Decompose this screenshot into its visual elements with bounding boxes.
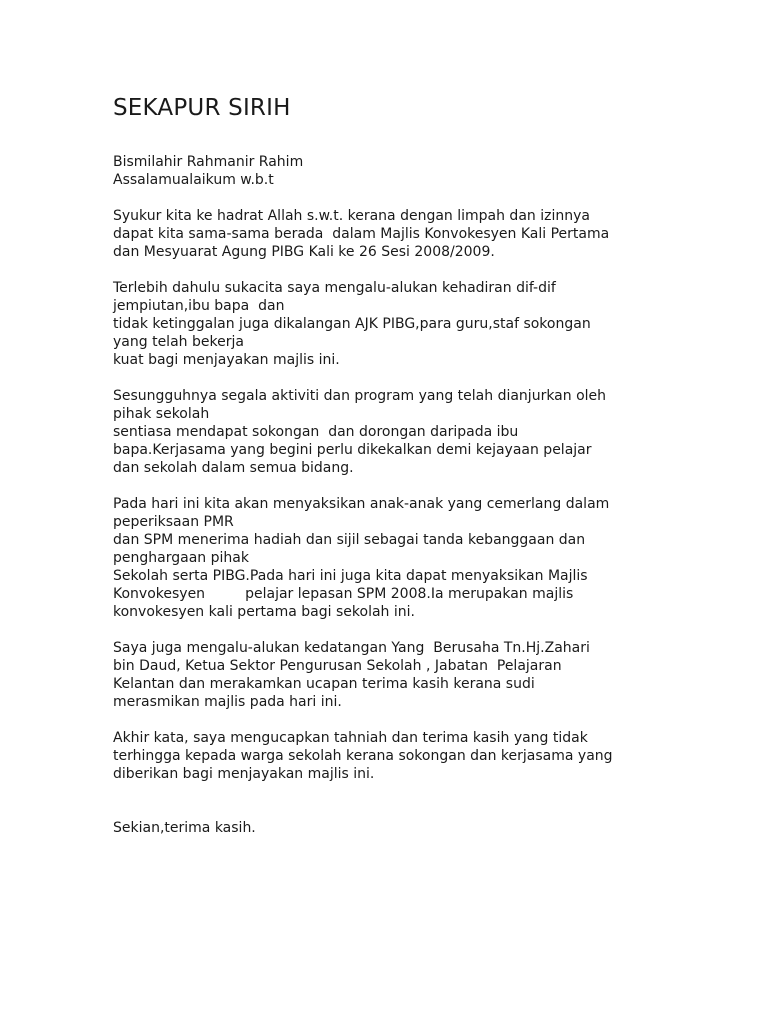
text-line: Pada hari ini kita akan menyaksikan anak-anak yang cemerlang dalam xyxy=(113,496,610,512)
text-line: Kelantan dan merakamkan ucapan terima kasih kerana sudi xyxy=(113,676,535,692)
text-line: Bismilahir Rahmanir Rahim xyxy=(113,154,304,170)
text-line: diberikan bagi menjayakan majlis ini. xyxy=(113,766,375,782)
text-line: Sekolah serta PIBG.Pada hari ini juga kita dapat menyaksikan Majlis xyxy=(113,568,588,584)
text-line: Saya juga mengalu-alukan kedatangan Yang Berusaha Tn.Hj.Zahari xyxy=(113,640,590,656)
text-line: jempiutan,ibu bapa dan xyxy=(113,298,285,314)
text-line: Sekian,terima kasih. xyxy=(113,820,256,836)
text-line: pihak sekolah xyxy=(113,406,210,422)
paragraph-awards xyxy=(113,495,658,621)
paragraph-activities xyxy=(113,387,658,477)
paragraph-guest xyxy=(113,639,658,711)
page-title: SEKAPUR SIRIH xyxy=(113,95,291,121)
text-line: dan sekolah dalam semua bidang. xyxy=(113,460,354,476)
text-line: peperiksaan PMR xyxy=(113,514,234,530)
text-line: Konvokesyen pelajar lepasan SPM 2008.Ia merupakan majlis xyxy=(113,586,574,602)
text-line: Syukur kita ke hadrat Allah s.w.t. kerana dengan limpah dan izinnya xyxy=(113,208,590,224)
paragraph-gratitude xyxy=(113,207,658,261)
document-page xyxy=(113,94,658,855)
text-line: terhingga kepada warga sekolah kerana sokongan dan kerjasama yang xyxy=(113,748,613,764)
text-line: tidak ketinggalan juga dikalangan AJK PIBG,para guru,staf sokongan xyxy=(113,316,591,332)
text-line: Terlebih dahulu sukacita saya mengalu-alukan kehadiran dif-dif xyxy=(113,280,556,296)
paragraph-welcome xyxy=(113,279,658,369)
text-line: konvokesyen kali pertama bagi sekolah ini. xyxy=(113,604,415,620)
text-line: yang telah bekerja xyxy=(113,334,244,350)
text-line: kuat bagi menjayakan majlis ini. xyxy=(113,352,340,368)
text-line: Assalamualaikum w.b.t xyxy=(113,172,274,188)
text-line: bapa.Kerjasama yang begini perlu dikekalkan demi kejayaan pelajar xyxy=(113,442,592,458)
paragraph-greeting xyxy=(113,153,658,189)
text-line: penghargaan pihak xyxy=(113,550,249,566)
text-line: merasmikan majlis pada hari ini. xyxy=(113,694,342,710)
text-line: bin Daud, Ketua Sektor Pengurusan Sekolah , Jabatan Pelajaran xyxy=(113,658,562,674)
text-line: sentiasa mendapat sokongan dan dorongan daripada ibu xyxy=(113,424,519,440)
text-line: dan SPM menerima hadiah dan sijil sebagai tanda kebanggaan dan xyxy=(113,532,586,548)
paragraph-final xyxy=(113,729,658,783)
text-line: dapat kita sama-sama berada dalam Majlis Konvokesyen Kali Pertama xyxy=(113,226,610,242)
text-line: Sesungguhnya segala aktiviti dan program yang telah dianjurkan oleh xyxy=(113,388,607,404)
text-line: Akhir kata, saya mengucapkan tahniah dan terima kasih yang tidak xyxy=(113,730,588,746)
closing-line xyxy=(113,819,658,837)
text-line: dan Mesyuarat Agung PIBG Kali ke 26 Sesi 2008/2009. xyxy=(113,244,495,260)
